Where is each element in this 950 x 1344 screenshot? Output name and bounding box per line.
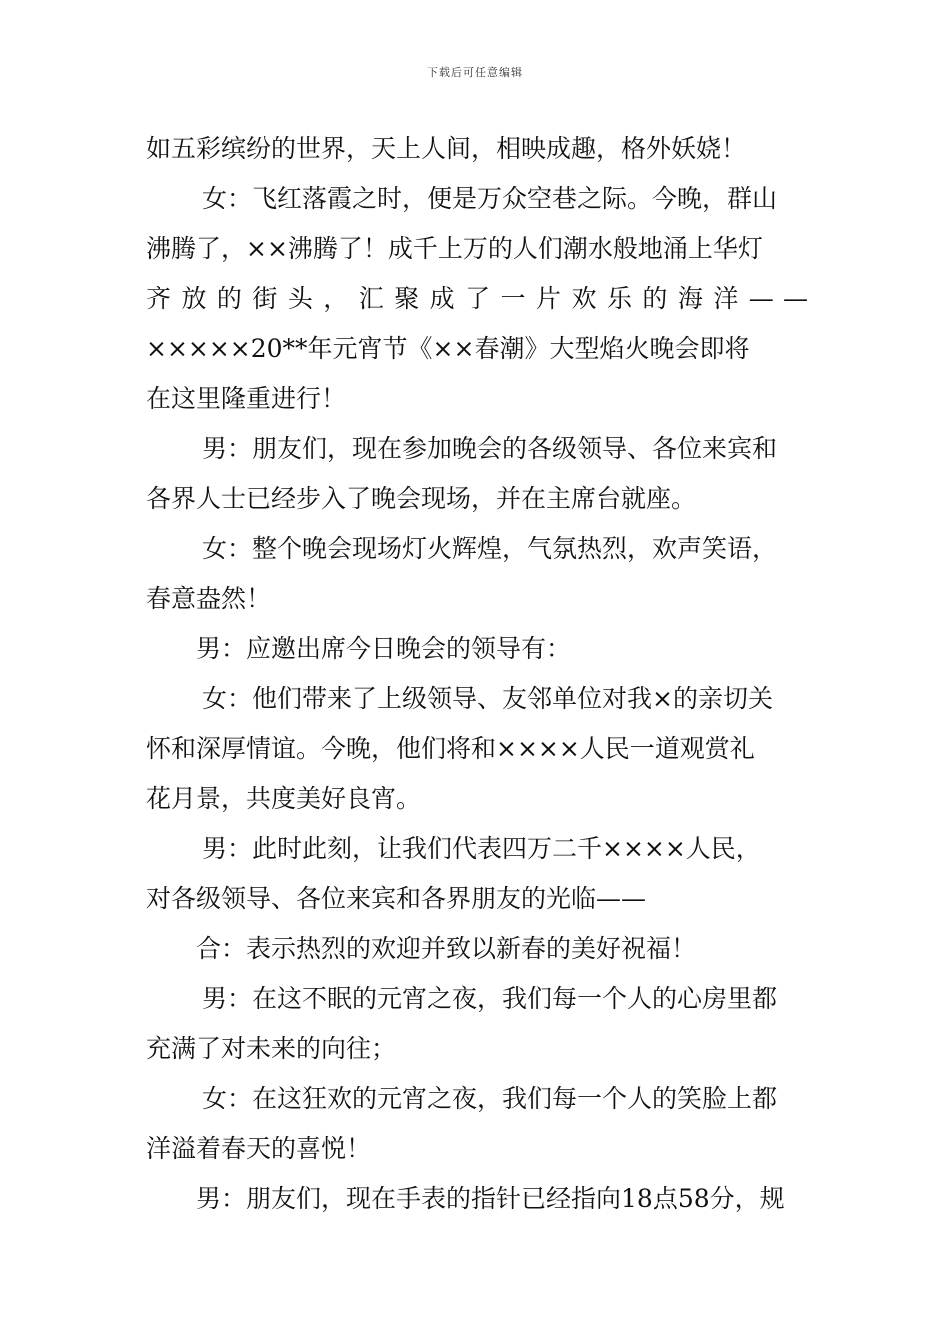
text-line: 合：表示热烈的欢迎并致以新春的美好祝福！ (196, 934, 697, 963)
text-line: 怀和深厚情谊。今晚，他们将和××××人民一道观赏礼 (146, 734, 755, 763)
text-line: 男：此时此刻，让我们代表四万二千××××人民， (202, 834, 761, 863)
text-line: 各界人士已经步入了晚会现场，并在主席台就座。 (146, 484, 697, 513)
text-line: 春意盎然！ (146, 584, 272, 613)
paragraph-4 (146, 524, 808, 624)
text-line: 洋溢着春天的喜悦！ (146, 1134, 372, 1163)
paragraph-3 (146, 424, 808, 524)
text-line: 男：在这不眠的元宵之夜，我们每一个人的心房里都 (202, 984, 778, 1013)
paragraph-1 (146, 124, 808, 174)
text-line: 男：应邀出席今日晚会的领导有： (196, 634, 572, 663)
text-line: ×××××20**年元宵节《××春潮》大型焰火晚会即将 (146, 334, 750, 363)
paragraph-8 (146, 924, 808, 974)
paragraph-9 (146, 974, 808, 1074)
text-line: 齐 放 的 街 头 ， 汇 聚 成 了 一 片 欢 乐 的 海 洋 — — (146, 284, 808, 313)
text-line: 沸腾了，××沸腾了！成千上万的人们潮水般地涌上华灯 (146, 234, 763, 263)
text-line: 女：在这狂欢的元宵之夜，我们每一个人的笑脸上都 (202, 1084, 778, 1113)
paragraph-11 (146, 1174, 808, 1224)
paragraph-5 (146, 624, 808, 674)
text-line: 男：朋友们，现在参加晚会的各级领导、各位来宾和 (202, 434, 778, 463)
text-line: 花月景，共度美好良宵。 (146, 784, 422, 813)
text-line: 男：朋友们，现在手表的指针已经指向18点58分，规 (196, 1184, 785, 1213)
paragraph-10 (146, 1074, 808, 1174)
paragraph-6 (146, 674, 808, 824)
paragraph-2 (146, 174, 808, 424)
text-line: 对各级领导、各位来宾和各界朋友的光临—— (146, 884, 647, 913)
text-line: 充满了对未来的向往； (146, 1034, 397, 1063)
document-body (146, 124, 808, 1224)
paragraph-7 (146, 824, 808, 924)
text-line: 女：整个晚会现场灯火辉煌，气氛热烈，欢声笑语， (202, 534, 778, 563)
text-line: 女：飞红落霞之时，便是万众空巷之际。今晚，群山 (202, 184, 778, 213)
text-line: 在这里隆重进行！ (146, 384, 347, 413)
text-line: 如五彩缤纷的世界，天上人间，相映成趣，格外妖娆！ (146, 134, 747, 163)
text-line: 女：他们带来了上级领导、友邻单位对我×的亲切关 (202, 684, 773, 713)
page-header: 下载后可任意编辑 (427, 66, 523, 79)
